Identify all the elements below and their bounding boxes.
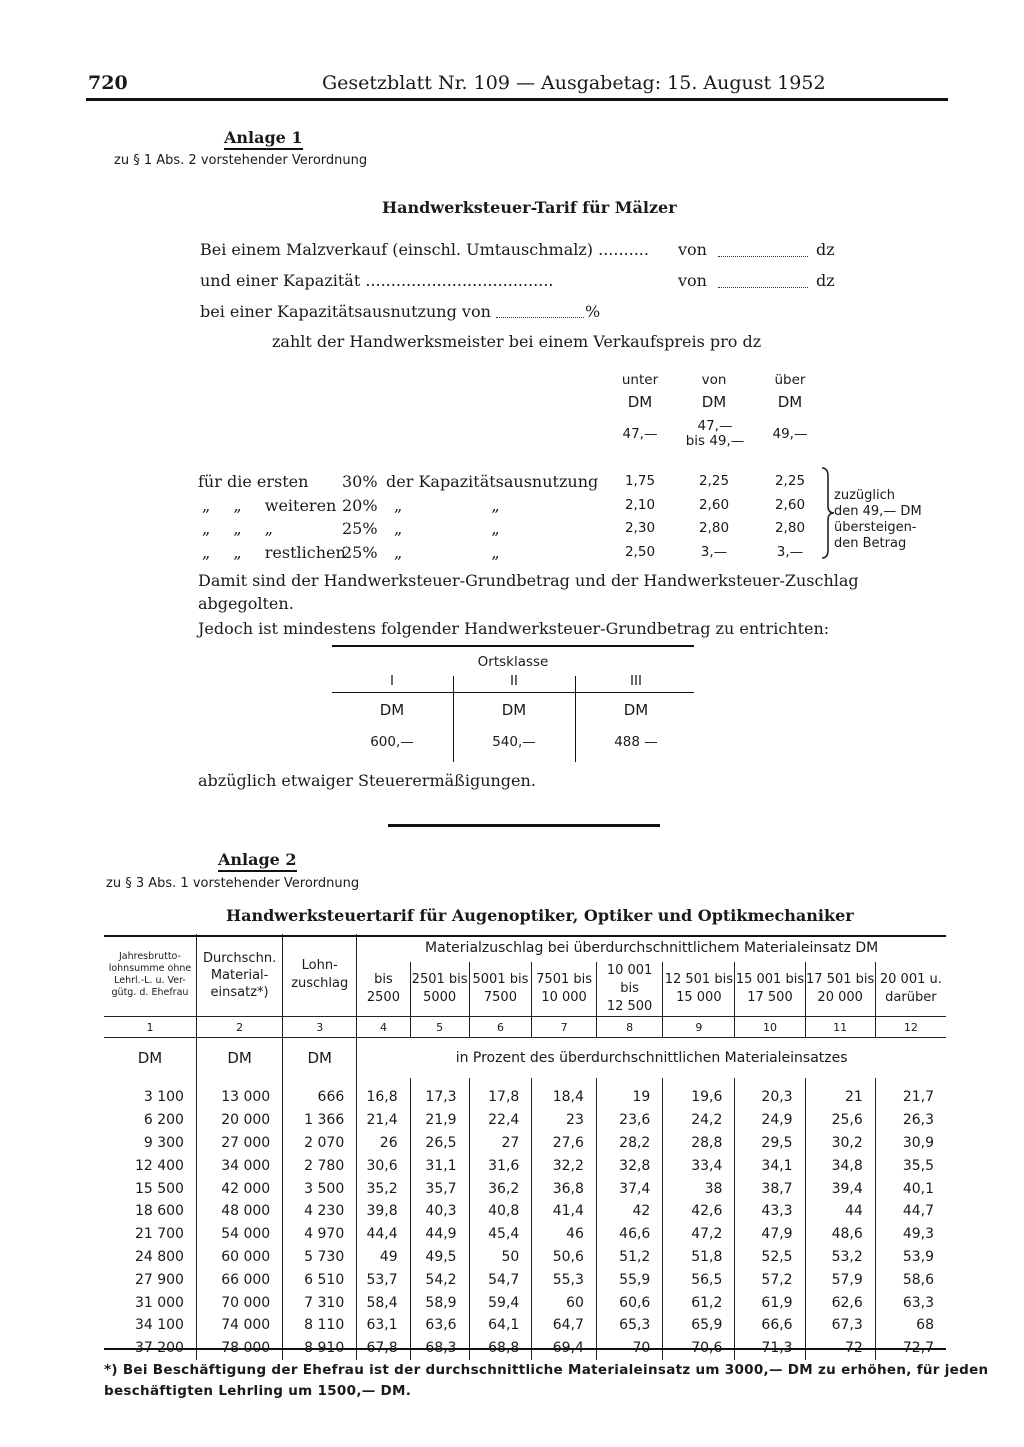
- table-cell: 1 366: [283, 1109, 357, 1132]
- table-cell: 31 000: [134, 1294, 184, 1311]
- malzverkauf-blank: [718, 256, 808, 257]
- table-cell: 65,3: [596, 1314, 662, 1337]
- ortsklasse-value-3: 488 —: [614, 734, 658, 750]
- table-row: [104, 1223, 946, 1246]
- ausnutzung-line: bei einer Kapazitätsausnutzung von: [200, 302, 491, 321]
- table-cell: 49: [357, 1246, 410, 1269]
- table-cell: 20 000: [196, 1109, 282, 1132]
- table-cell: 22,4: [469, 1109, 532, 1132]
- table-cell: 47,2: [663, 1223, 735, 1246]
- table-row: [104, 1291, 946, 1314]
- row4-v1: 2,50: [624, 544, 656, 560]
- anlage1-ref: zu § 1 Abs. 2 vorstehender Verordnung: [114, 153, 368, 168]
- row1-pct: 30%: [342, 472, 378, 491]
- table-cell: 52,5: [735, 1246, 805, 1269]
- row2-desc: „ „: [394, 496, 500, 515]
- range-5: 10 001 bis 12 500: [596, 962, 662, 1017]
- table-cell: 55,9: [596, 1268, 662, 1291]
- table-cell: 34 000: [196, 1154, 282, 1177]
- col-number: 9: [663, 1017, 735, 1038]
- table-cell: 21 700: [134, 1226, 184, 1243]
- table-cell: 36,2: [469, 1177, 532, 1200]
- table-cell: 27 900: [134, 1271, 184, 1288]
- price-col-3-unit: DM: [777, 393, 803, 411]
- table-cell: 45,4: [469, 1223, 532, 1246]
- table-cell: 37 200: [134, 1340, 184, 1357]
- col1-header: Jahresbrutto-lohnsumme ohne Lehrl.-L. u. Ver-gütg. d. Ehefrau: [108, 951, 192, 998]
- row4-label: „ „ restlichen: [202, 543, 346, 562]
- table-cell: 67,8: [357, 1337, 410, 1360]
- table-cell: 24,9: [735, 1109, 805, 1132]
- table-row: [104, 1132, 946, 1155]
- table-cell: 32,2: [532, 1154, 597, 1177]
- table-cell: 28,2: [596, 1132, 662, 1155]
- footnote-line-1: *) Bei Beschäftigung der Ehefrau ist der durchschnittliche Materialeinsatz um 3000,— DM zu erhöhen, für jeden: [104, 1362, 989, 1378]
- col-number: 2: [196, 1017, 282, 1038]
- table-cell: 21,9: [410, 1109, 469, 1132]
- ortsklasse-mid-rule: [332, 692, 694, 693]
- price-col-1-value: 47,—: [622, 426, 658, 442]
- kapazitaet-unit: dz: [816, 271, 835, 290]
- table-cell: 38: [663, 1177, 735, 1200]
- ortsklasse-unit-1: DM: [379, 701, 405, 719]
- table-cell: 41,4: [532, 1200, 597, 1223]
- row4-v3: 3,—: [776, 544, 804, 560]
- table-cell: 31,6: [469, 1154, 532, 1177]
- row2-v2: 2,60: [698, 497, 730, 513]
- table-cell: 8 110: [283, 1314, 357, 1337]
- table-cell: 9 300: [143, 1134, 184, 1151]
- range-8: 17 501 bis 20 000: [805, 962, 875, 1017]
- row3-v3: 2,80: [774, 520, 806, 536]
- table-cell: 68,3: [410, 1337, 469, 1360]
- ortsklasse-class-1: I: [390, 673, 394, 689]
- table-cell: 60: [532, 1291, 597, 1314]
- price-col-2-unit: DM: [701, 393, 727, 411]
- table-cell: 47,9: [735, 1223, 805, 1246]
- row3-v2: 2,80: [698, 520, 730, 536]
- damit-text-1: Damit sind der Handwerksteuer-Grundbetrag und der Handwerksteuer-Zuschlag: [198, 571, 859, 590]
- table-cell: 42,6: [663, 1200, 735, 1223]
- table-cell: 29,5: [735, 1132, 805, 1155]
- table-cell: 35,2: [357, 1177, 410, 1200]
- row3-desc: „ „: [394, 519, 500, 538]
- table-cell: 54,7: [469, 1268, 532, 1291]
- table-cell: 28,8: [663, 1132, 735, 1155]
- table-cell: 21: [805, 1078, 875, 1109]
- table-cell: 51,8: [663, 1246, 735, 1269]
- section-divider: [388, 824, 660, 827]
- table-cell: 18 600: [134, 1203, 184, 1220]
- table-cell: 3 100: [143, 1089, 184, 1106]
- table-cell: 46,6: [596, 1223, 662, 1246]
- table-cell: 61,9: [735, 1291, 805, 1314]
- col-number: 12: [875, 1017, 946, 1038]
- table-cell: 17,8: [469, 1078, 532, 1109]
- col-number: 1: [146, 1020, 154, 1034]
- table-cell: 27,6: [532, 1132, 597, 1155]
- range-1: bis 2500: [357, 962, 410, 1017]
- range-2: 2501 bis 5000: [410, 962, 469, 1017]
- brace-note-line-3: übersteigen-: [834, 520, 917, 535]
- price-col-3-value: 49,—: [772, 426, 808, 442]
- table-cell: 26,5: [410, 1132, 469, 1155]
- table-cell: 20,3: [735, 1078, 805, 1109]
- table-cell: 53,2: [805, 1246, 875, 1269]
- col-number: 4: [357, 1017, 410, 1038]
- page-number: 720: [88, 72, 128, 94]
- range-6: 12 501 bis 15 000: [663, 962, 735, 1017]
- table-cell: 21,4: [357, 1109, 410, 1132]
- table-cell: 35,5: [875, 1154, 946, 1177]
- material-header: Materialzuschlag bei überdurchschnittlichem Materialeinsatz DM: [357, 934, 946, 962]
- table2-body: [104, 1078, 946, 1360]
- brace-note-line-1: zuzüglich: [834, 488, 895, 503]
- table-cell: 57,9: [805, 1268, 875, 1291]
- anlage1-title: Handwerksteuer-Tarif für Mälzer: [382, 198, 677, 217]
- table-cell: 63,3: [875, 1291, 946, 1314]
- ortsklasse-value-1: 600,—: [370, 734, 414, 750]
- table-cell: 49,3: [875, 1223, 946, 1246]
- table-cell: 58,6: [875, 1268, 946, 1291]
- price-col-2-top: von: [701, 372, 727, 388]
- table-cell: 74 000: [196, 1314, 282, 1337]
- table-cell: 12 400: [134, 1157, 184, 1174]
- table-cell: 58,9: [410, 1291, 469, 1314]
- brace-note-line-4: den Betrag: [834, 536, 907, 551]
- table-cell: 72: [805, 1337, 875, 1360]
- range-7: 15 001 bis 17 500: [735, 962, 805, 1017]
- table2-bottom-rule: [104, 1348, 946, 1350]
- table-row: [104, 1200, 946, 1223]
- table-cell: 68,8: [469, 1337, 532, 1360]
- table-cell: 3 500: [283, 1177, 357, 1200]
- zahlt-line: zahlt der Handwerksmeister bei einem Verkaufspreis pro dz: [272, 332, 762, 351]
- table-cell: 13 000: [196, 1078, 282, 1109]
- malzverkauf-unit: dz: [816, 240, 835, 259]
- table-cell: 72,7: [875, 1337, 946, 1360]
- table-cell: 19,6: [663, 1078, 735, 1109]
- malzverkauf-von: von: [678, 240, 707, 259]
- table-cell: 23: [532, 1109, 597, 1132]
- col-number: 7: [532, 1017, 597, 1038]
- footnote-line-2: beschäftigten Lehrling um 1500,— DM.: [104, 1383, 412, 1399]
- col-number: 11: [805, 1017, 875, 1038]
- ortsklasse-value-2: 540,—: [492, 734, 536, 750]
- table-cell: 53,7: [357, 1268, 410, 1291]
- anlage2-ref: zu § 3 Abs. 1 vorstehender Verordnung: [106, 876, 360, 891]
- table-cell: 44,7: [875, 1200, 946, 1223]
- table-cell: 26,3: [875, 1109, 946, 1132]
- ortsklasse-unit-2: DM: [501, 701, 527, 719]
- table-cell: 6 510: [283, 1268, 357, 1291]
- row1-v3: 2,25: [774, 473, 806, 489]
- table-cell: 44,4: [357, 1223, 410, 1246]
- table-cell: 60 000: [196, 1246, 282, 1269]
- table-cell: 30,6: [357, 1154, 410, 1177]
- table-cell: 53,9: [875, 1246, 946, 1269]
- gazette-title: Gesetzblatt Nr. 109 — Ausgabetag: 15. August 1952: [322, 72, 826, 94]
- table-cell: 39,8: [357, 1200, 410, 1223]
- table-cell: 38,7: [735, 1177, 805, 1200]
- brace-note-line-2: den 49,— DM: [834, 504, 922, 519]
- table-cell: 46: [532, 1223, 597, 1246]
- kapazitaet-blank: [718, 287, 808, 288]
- table-cell: 27 000: [196, 1132, 282, 1155]
- table-cell: 54 000: [196, 1223, 282, 1246]
- table-cell: 21,7: [875, 1078, 946, 1109]
- row1-desc: der Kapazitätsausnutzung: [386, 472, 599, 491]
- jedoch-text: Jedoch ist mindestens folgender Handwerksteuer-Grundbetrag zu entrichten:: [198, 619, 830, 638]
- table-cell: 44: [805, 1200, 875, 1223]
- table-cell: 65,9: [663, 1314, 735, 1337]
- table-cell: 66,6: [735, 1314, 805, 1337]
- row2-v3: 2,60: [774, 497, 806, 513]
- anlage2-title: Handwerksteuertarif für Augenoptiker, Optiker und Optikmechaniker: [226, 906, 854, 925]
- table-cell: 15 500: [134, 1180, 184, 1197]
- malzverkauf-line: Bei einem Malzverkauf (einschl. Umtauschmalz) ..........: [200, 240, 649, 259]
- abzueglich-text: abzüglich etwaiger Steuerermäßigungen.: [198, 771, 536, 790]
- table-cell: 50,6: [532, 1246, 597, 1269]
- table-cell: 32,8: [596, 1154, 662, 1177]
- table-cell: 42: [596, 1200, 662, 1223]
- table-cell: 40,8: [469, 1200, 532, 1223]
- table-cell: 70: [596, 1337, 662, 1360]
- ausnutzung-unit: %: [585, 302, 601, 321]
- table-cell: 16,8: [357, 1078, 410, 1109]
- table-cell: 2 070: [283, 1132, 357, 1155]
- ortsklasse-top-rule: [332, 645, 694, 647]
- table-cell: 78 000: [196, 1337, 282, 1360]
- percent-note: in Prozent des überdurchschnittlichen Materialeinsatzes: [357, 1038, 946, 1079]
- table-cell: 35,7: [410, 1177, 469, 1200]
- unit-dm: DM: [283, 1038, 357, 1079]
- table-cell: 4 970: [283, 1223, 357, 1246]
- table-cell: 56,5: [663, 1268, 735, 1291]
- table-cell: 63,6: [410, 1314, 469, 1337]
- row1-v2: 2,25: [698, 473, 730, 489]
- table-cell: 25,6: [805, 1109, 875, 1132]
- row3-label: „ „ „: [202, 519, 274, 538]
- col-number: 10: [735, 1017, 805, 1038]
- column-number-row: [104, 1017, 946, 1038]
- table-cell: 48 000: [196, 1200, 282, 1223]
- table-cell: 23,6: [596, 1109, 662, 1132]
- ortsklasse-class-3: III: [630, 673, 642, 689]
- price-col-1-unit: DM: [627, 393, 653, 411]
- row4-desc: „ „: [394, 543, 500, 562]
- table-cell: 40,3: [410, 1200, 469, 1223]
- table-cell: 55,3: [532, 1268, 597, 1291]
- table-cell: 30,2: [805, 1132, 875, 1155]
- table-cell: 24,2: [663, 1109, 735, 1132]
- row4-v2: 3,—: [700, 544, 728, 560]
- table-cell: 36,8: [532, 1177, 597, 1200]
- kapazitaet-von: von: [678, 271, 707, 290]
- table-cell: 71,3: [735, 1337, 805, 1360]
- table-cell: 57,2: [735, 1268, 805, 1291]
- table-cell: 27: [469, 1132, 532, 1155]
- header-rule: [86, 98, 948, 101]
- col-number: 8: [596, 1017, 662, 1038]
- table-cell: 64,7: [532, 1314, 597, 1337]
- table-row: [104, 1078, 946, 1109]
- col2-header: Durchschn. Material-einsatz*): [196, 934, 282, 1017]
- table-cell: 33,4: [663, 1154, 735, 1177]
- table-cell: 51,2: [596, 1246, 662, 1269]
- table-row: [104, 1177, 946, 1200]
- table-cell: 30,9: [875, 1132, 946, 1155]
- table-cell: 64,1: [469, 1314, 532, 1337]
- table-cell: 2 780: [283, 1154, 357, 1177]
- col3-header: Lohn-zuschlag: [283, 934, 357, 1017]
- table-cell: 44,9: [410, 1223, 469, 1246]
- table-cell: 7 310: [283, 1291, 357, 1314]
- table-cell: 66 000: [196, 1268, 282, 1291]
- row3-pct: 25%: [342, 519, 378, 538]
- ortsklasse-unit-3: DM: [623, 701, 649, 719]
- table-cell: 8 910: [283, 1337, 357, 1360]
- col-number: 5: [410, 1017, 469, 1038]
- row1-label: für die ersten: [198, 472, 309, 491]
- price-col-2-value: 47,—: [697, 418, 733, 434]
- table-cell: 60,6: [596, 1291, 662, 1314]
- table-row: [104, 1314, 946, 1337]
- ortsklasse-class-2: II: [510, 673, 518, 689]
- table-cell: 31,1: [410, 1154, 469, 1177]
- price-col-1-top: unter: [621, 372, 659, 388]
- table-row: [104, 1246, 946, 1269]
- table-cell: 34 100: [134, 1317, 184, 1334]
- range-4: 7501 bis 10 000: [532, 962, 597, 1017]
- price-col-2-value2: bis 49,—: [685, 433, 745, 449]
- table-cell: 666: [283, 1078, 357, 1109]
- table2-header-row-1: [104, 934, 946, 962]
- row2-v1: 2,10: [624, 497, 656, 513]
- table-cell: 70,6: [663, 1337, 735, 1360]
- table-cell: 39,4: [805, 1177, 875, 1200]
- price-col-3-top: über: [774, 372, 806, 388]
- row3-v1: 2,30: [624, 520, 656, 536]
- anlage2-label: Anlage 2: [218, 850, 297, 872]
- table-cell: 54,2: [410, 1268, 469, 1291]
- table-cell: 58,4: [357, 1291, 410, 1314]
- table-cell: 42 000: [196, 1177, 282, 1200]
- col-number: 6: [469, 1017, 532, 1038]
- dm-unit-row: [104, 1038, 946, 1079]
- kapazitaet-line: und einer Kapazität .....................................: [200, 271, 554, 290]
- ortsklasse-label: Ortsklasse: [477, 654, 549, 670]
- range-9: 20 001 u. darüber: [875, 962, 946, 1017]
- row2-pct: 20%: [342, 496, 378, 515]
- table-row: [104, 1109, 946, 1132]
- table-cell: 24 800: [134, 1248, 184, 1265]
- table-cell: 62,6: [805, 1291, 875, 1314]
- unit-dm: DM: [137, 1049, 163, 1067]
- table-cell: 34,8: [805, 1154, 875, 1177]
- table-cell: 19: [596, 1078, 662, 1109]
- table-cell: 4 230: [283, 1200, 357, 1223]
- table-cell: 37,4: [596, 1177, 662, 1200]
- optiker-tarif-table: [104, 934, 946, 1360]
- row1-v1: 1,75: [624, 473, 656, 489]
- table-row: [104, 1268, 946, 1291]
- table-row: [104, 1154, 946, 1177]
- table-cell: 5 730: [283, 1246, 357, 1269]
- row4-pct: 25%: [342, 543, 378, 562]
- brace-note: [834, 488, 922, 552]
- table-cell: 6 200: [143, 1112, 184, 1129]
- table-cell: 68: [875, 1314, 946, 1337]
- table-cell: 63,1: [357, 1314, 410, 1337]
- table-cell: 69,4: [532, 1337, 597, 1360]
- unit-dm: DM: [196, 1038, 282, 1079]
- table-cell: 48,6: [805, 1223, 875, 1246]
- col-number: 3: [283, 1017, 357, 1038]
- table-cell: 61,2: [663, 1291, 735, 1314]
- table-cell: 18,4: [532, 1078, 597, 1109]
- table-cell: 67,3: [805, 1314, 875, 1337]
- range-3: 5001 bis 7500: [469, 962, 532, 1017]
- ausnutzung-blank: [496, 317, 584, 318]
- anlage1-label: Anlage 1: [224, 128, 303, 150]
- table-cell: 40,1: [875, 1177, 946, 1200]
- table-cell: 70 000: [196, 1291, 282, 1314]
- table-cell: 50: [469, 1246, 532, 1269]
- row2-label: „ „ weiteren: [202, 496, 337, 515]
- table-cell: 59,4: [469, 1291, 532, 1314]
- table-cell: 49,5: [410, 1246, 469, 1269]
- table-cell: 26: [357, 1132, 410, 1155]
- damit-text-2: abgegolten.: [198, 594, 294, 613]
- table-cell: 43,3: [735, 1200, 805, 1223]
- table-cell: 17,3: [410, 1078, 469, 1109]
- table-cell: 34,1: [735, 1154, 805, 1177]
